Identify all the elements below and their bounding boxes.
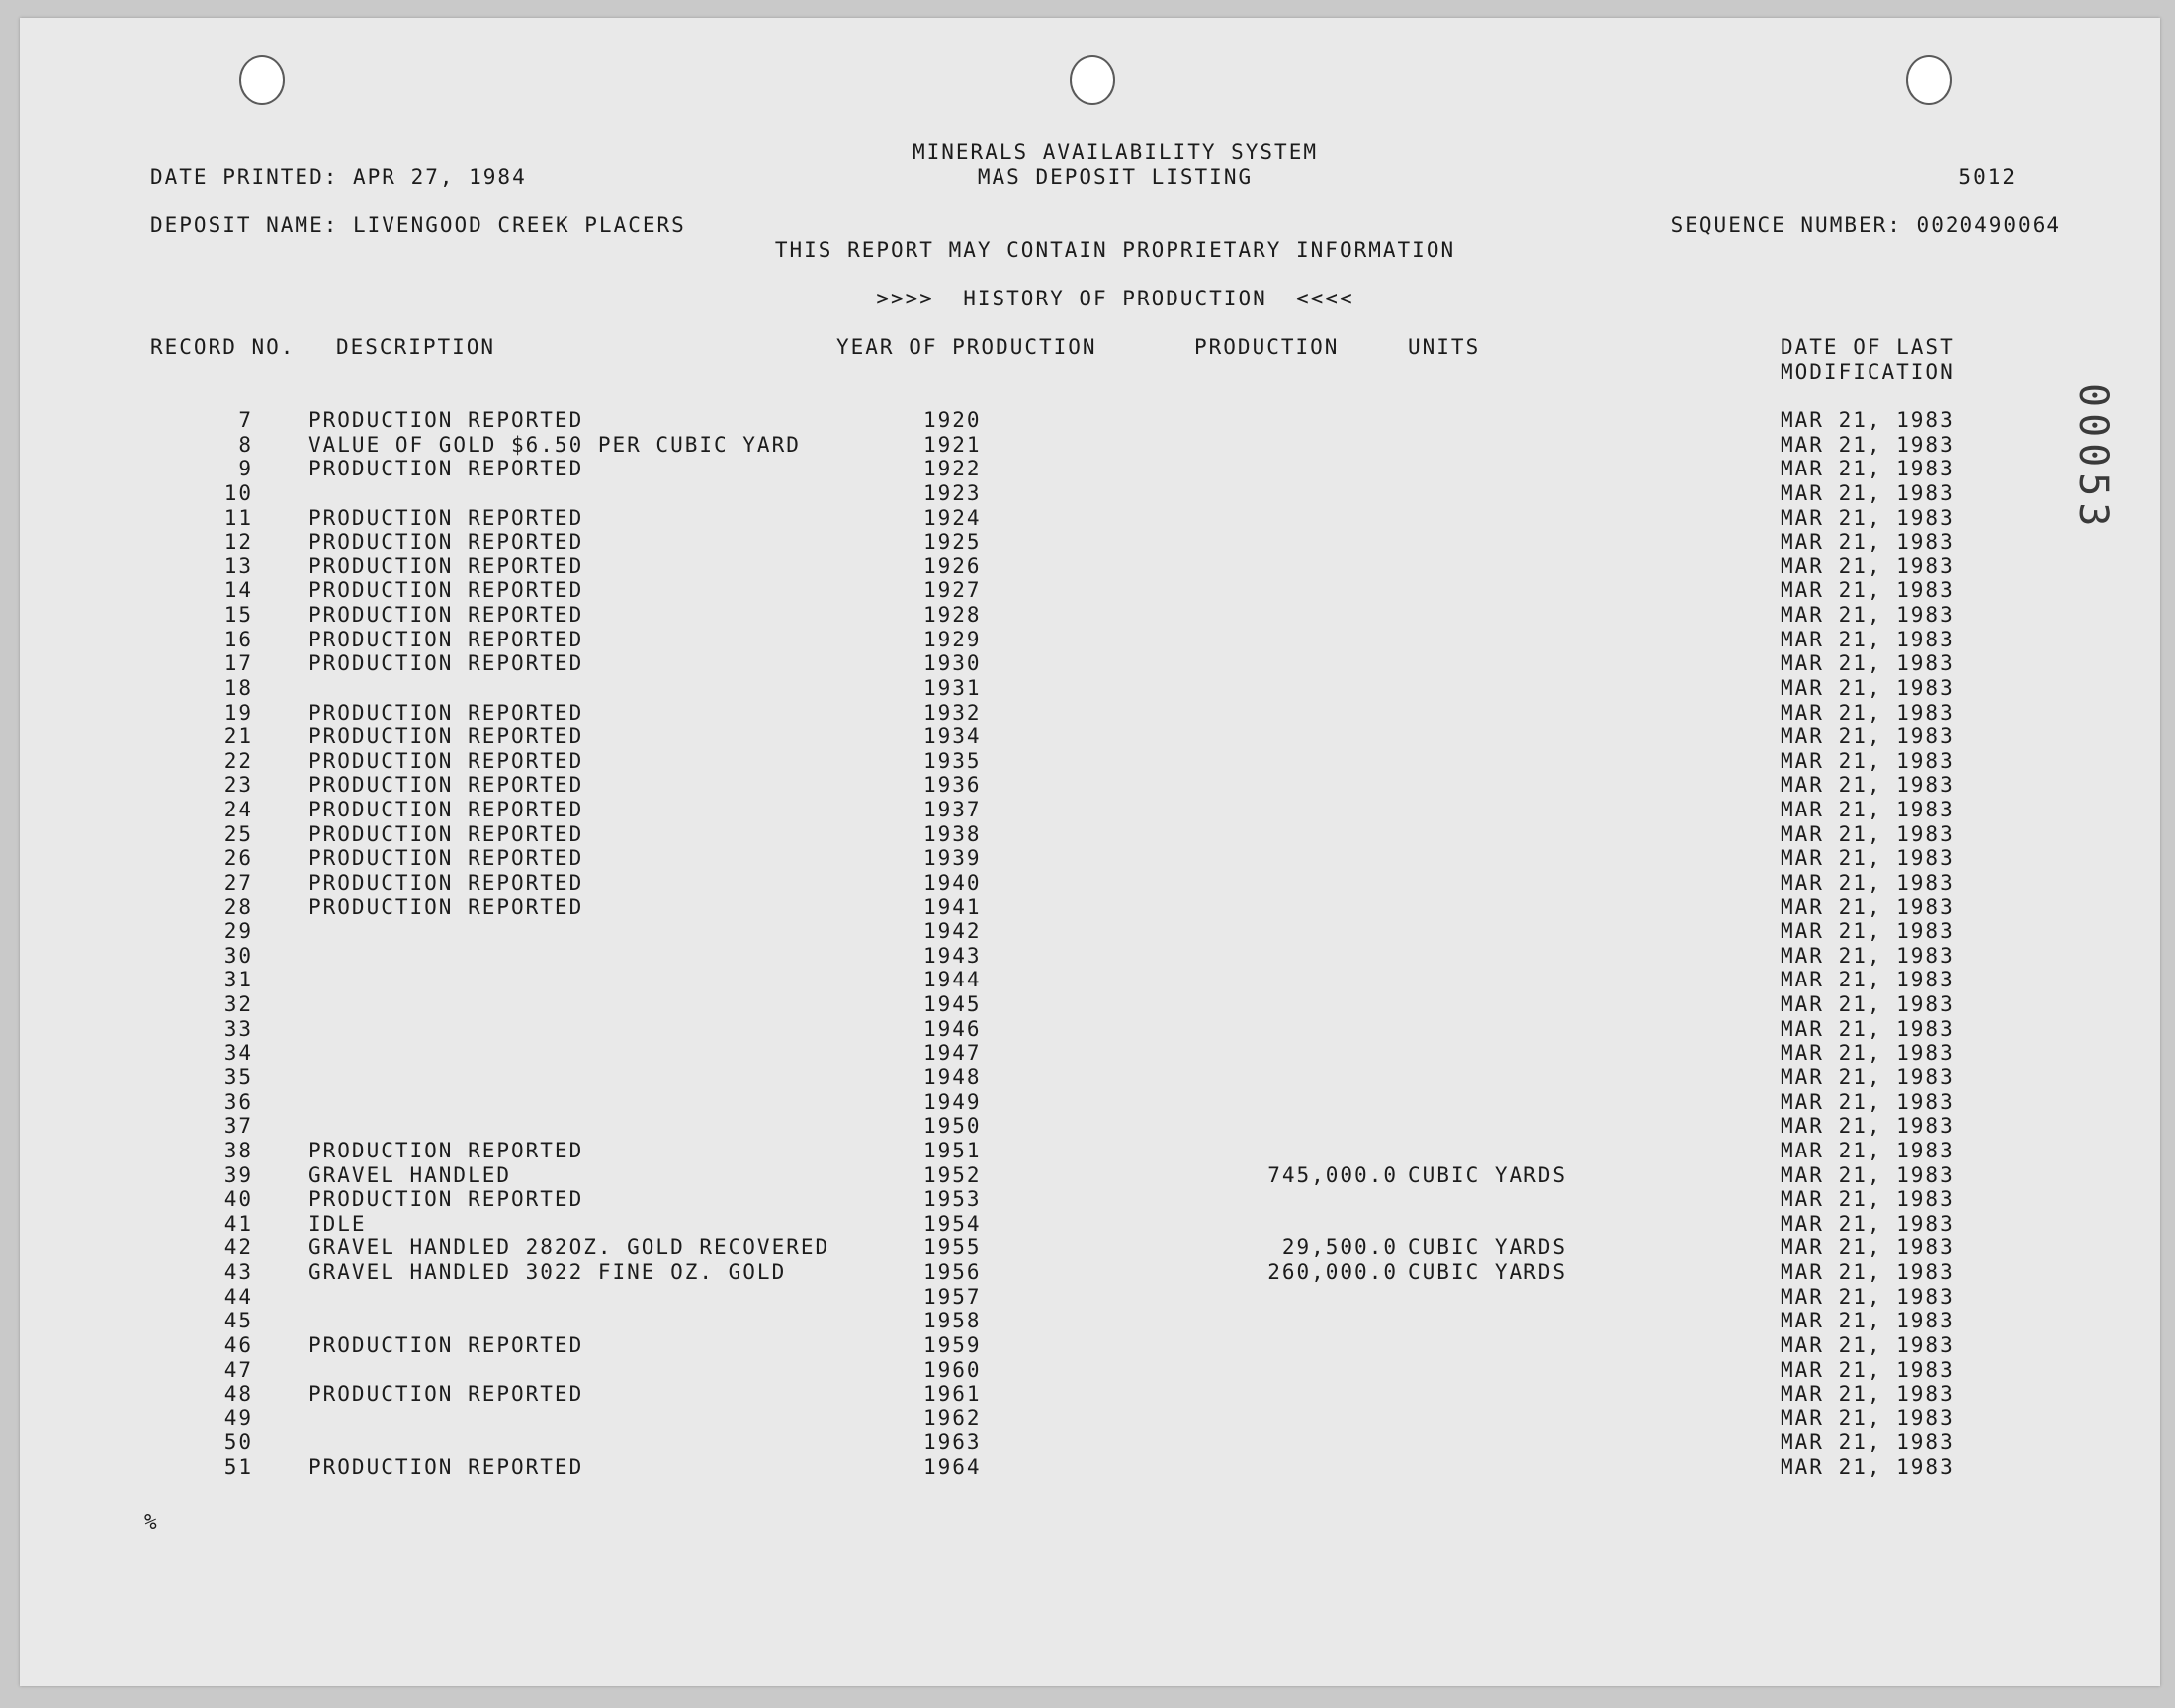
- production-amount: [1186, 481, 1398, 505]
- record-number: 46: [223, 1333, 253, 1357]
- record-number: 50: [223, 1430, 253, 1454]
- production-amount: [1186, 1187, 1398, 1211]
- record-number: 39: [223, 1163, 253, 1187]
- last-modified-date: MAR 21, 1983: [1781, 651, 1955, 675]
- col-header-production: PRODUCTION: [1194, 335, 1340, 359]
- production-amount: [1186, 798, 1398, 821]
- record-description: PRODUCTION REPORTED: [308, 1455, 584, 1479]
- last-modified-date: MAR 21, 1983: [1781, 1382, 1955, 1406]
- production-year: 1945: [923, 992, 982, 1016]
- production-year: 1944: [923, 968, 982, 991]
- record-number: 21: [223, 725, 253, 748]
- production-year: 1948: [923, 1066, 982, 1089]
- section-title: >>>> HISTORY OF PRODUCTION <<<<: [876, 287, 1354, 310]
- last-modified-date: MAR 21, 1983: [1781, 919, 1955, 943]
- record-description: VALUE OF GOLD $6.50 PER CUBIC YARD: [308, 433, 801, 457]
- production-year: 1959: [923, 1333, 982, 1357]
- production-amount: [1186, 1090, 1398, 1114]
- record-number: 38: [223, 1139, 253, 1162]
- production-amount: 745,000.0: [1267, 1163, 1398, 1187]
- production-amount: [1186, 603, 1398, 627]
- production-year: 1961: [923, 1382, 982, 1406]
- proprietary-notice: THIS REPORT MAY CONTAIN PROPRIETARY INFORMATION: [774, 238, 1456, 262]
- production-amount: [1186, 1333, 1398, 1357]
- last-modified-date: MAR 21, 1983: [1781, 1430, 1955, 1454]
- production-year: 1929: [923, 628, 982, 651]
- last-modified-date: MAR 21, 1983: [1781, 1236, 1955, 1259]
- production-year: 1936: [923, 773, 982, 797]
- production-year: 1940: [923, 871, 982, 895]
- production-amount: [1186, 1430, 1398, 1454]
- last-modified-date: MAR 21, 1983: [1781, 628, 1955, 651]
- last-modified-date: MAR 21, 1983: [1781, 530, 1955, 554]
- date-printed: DATE PRINTED: APR 27, 1984: [150, 165, 527, 189]
- production-amount: 260,000.0: [1267, 1260, 1398, 1284]
- production-amount: [1186, 530, 1398, 554]
- record-description: PRODUCTION REPORTED: [308, 555, 584, 578]
- record-description: PRODUCTION REPORTED: [308, 628, 584, 651]
- record-number: 28: [223, 896, 253, 919]
- record-number: 19: [223, 701, 253, 725]
- last-modified-date: MAR 21, 1983: [1781, 1163, 1955, 1187]
- record-number: 35: [223, 1066, 253, 1089]
- production-year: 1946: [923, 1017, 982, 1041]
- production-year: 1952: [923, 1163, 982, 1187]
- record-number: 49: [223, 1407, 253, 1430]
- record-number: 8: [238, 433, 253, 457]
- record-number: 15: [223, 603, 253, 627]
- record-number: 51: [223, 1455, 253, 1479]
- production-year: 1942: [923, 919, 982, 943]
- production-year: 1955: [923, 1236, 982, 1259]
- last-modified-date: MAR 21, 1983: [1781, 1212, 1955, 1236]
- production-amount: [1186, 968, 1398, 991]
- record-number: 14: [223, 578, 253, 602]
- last-modified-date: MAR 21, 1983: [1781, 1333, 1955, 1357]
- record-description: PRODUCTION REPORTED: [308, 1139, 584, 1162]
- col-header-units: UNITS: [1408, 335, 1481, 359]
- record-description: PRODUCTION REPORTED: [308, 725, 584, 748]
- last-modified-date: MAR 21, 1983: [1781, 725, 1955, 748]
- record-number: 26: [223, 846, 253, 870]
- record-description: GRAVEL HANDLED: [308, 1163, 512, 1187]
- production-amount: [1186, 555, 1398, 578]
- production-year: 1950: [923, 1114, 982, 1138]
- record-number: 40: [223, 1187, 253, 1211]
- record-number: 30: [223, 944, 253, 968]
- last-modified-date: MAR 21, 1983: [1781, 1455, 1955, 1479]
- record-description: PRODUCTION REPORTED: [308, 578, 584, 602]
- page-code: 5012: [1958, 165, 2017, 189]
- production-year: 1930: [923, 651, 982, 675]
- production-amount: [1186, 1309, 1398, 1332]
- last-modified-date: MAR 21, 1983: [1781, 871, 1955, 895]
- last-modified-date: MAR 21, 1983: [1781, 1309, 1955, 1332]
- record-description: PRODUCTION REPORTED: [308, 798, 584, 821]
- production-amount: [1186, 1017, 1398, 1041]
- record-number: 47: [223, 1358, 253, 1382]
- record-number: 29: [223, 919, 253, 943]
- record-description: PRODUCTION REPORTED: [308, 603, 584, 627]
- col-header-date-line2: MODIFICATION: [1781, 360, 1955, 384]
- last-modified-date: MAR 21, 1983: [1781, 1285, 1955, 1309]
- last-modified-date: MAR 21, 1983: [1781, 944, 1955, 968]
- production-amount: [1186, 1066, 1398, 1089]
- production-year: 1951: [923, 1139, 982, 1162]
- sequence-number: SEQUENCE NUMBER: 0020490064: [1670, 214, 2061, 237]
- record-description: PRODUCTION REPORTED: [308, 822, 584, 846]
- listing-title: MAS DEPOSIT LISTING: [977, 165, 1254, 189]
- record-description: PRODUCTION REPORTED: [308, 1382, 584, 1406]
- record-description: PRODUCTION REPORTED: [308, 1187, 584, 1211]
- last-modified-date: MAR 21, 1983: [1781, 822, 1955, 846]
- record-number: 32: [223, 992, 253, 1016]
- record-number: 45: [223, 1309, 253, 1332]
- production-amount: [1186, 1358, 1398, 1382]
- production-year: 1928: [923, 603, 982, 627]
- production-year: 1939: [923, 846, 982, 870]
- record-description: PRODUCTION REPORTED: [308, 896, 584, 919]
- production-units: CUBIC YARDS: [1408, 1260, 1568, 1284]
- record-number: 12: [223, 530, 253, 554]
- last-modified-date: MAR 21, 1983: [1781, 1187, 1955, 1211]
- system-title: MINERALS AVAILABILITY SYSTEM: [912, 140, 1318, 164]
- record-number: 44: [223, 1285, 253, 1309]
- record-number: 9: [238, 457, 253, 480]
- record-number: 48: [223, 1382, 253, 1406]
- record-number: 24: [223, 798, 253, 821]
- production-year: 1943: [923, 944, 982, 968]
- production-year: 1953: [923, 1187, 982, 1211]
- production-year: 1958: [923, 1309, 982, 1332]
- production-amount: [1186, 408, 1398, 432]
- record-number: 43: [223, 1260, 253, 1284]
- record-description: PRODUCTION REPORTED: [308, 408, 584, 432]
- margin-stamp: 00053: [2070, 384, 2116, 533]
- record-description: PRODUCTION REPORTED: [308, 701, 584, 725]
- last-modified-date: MAR 21, 1983: [1781, 481, 1955, 505]
- production-year: 1923: [923, 481, 982, 505]
- production-amount: [1186, 896, 1398, 919]
- production-amount: [1186, 725, 1398, 748]
- last-modified-date: MAR 21, 1983: [1781, 749, 1955, 773]
- production-amount: [1186, 822, 1398, 846]
- deposit-name: DEPOSIT NAME: LIVENGOOD CREEK PLACERS: [150, 214, 686, 237]
- production-amount: [1186, 1382, 1398, 1406]
- production-year: 1921: [923, 433, 982, 457]
- last-modified-date: MAR 21, 1983: [1781, 1017, 1955, 1041]
- last-modified-date: MAR 21, 1983: [1781, 1260, 1955, 1284]
- production-year: 1954: [923, 1212, 982, 1236]
- last-modified-date: MAR 21, 1983: [1781, 1041, 1955, 1065]
- last-modified-date: MAR 21, 1983: [1781, 433, 1955, 457]
- last-modified-date: MAR 21, 1983: [1781, 992, 1955, 1016]
- production-amount: [1186, 701, 1398, 725]
- production-year: 1938: [923, 822, 982, 846]
- production-units: CUBIC YARDS: [1408, 1163, 1568, 1187]
- last-modified-date: MAR 21, 1983: [1781, 408, 1955, 432]
- record-number: 11: [223, 506, 253, 530]
- production-year: 1931: [923, 676, 982, 700]
- last-modified-date: MAR 21, 1983: [1781, 1066, 1955, 1089]
- production-amount: [1186, 919, 1398, 943]
- production-year: 1932: [923, 701, 982, 725]
- record-description: IDLE: [308, 1212, 367, 1236]
- last-modified-date: MAR 21, 1983: [1781, 1358, 1955, 1382]
- record-description: PRODUCTION REPORTED: [308, 773, 584, 797]
- production-year: 1960: [923, 1358, 982, 1382]
- production-amount: [1186, 433, 1398, 457]
- production-amount: [1186, 578, 1398, 602]
- record-number: 36: [223, 1090, 253, 1114]
- col-header-date-line1: DATE OF LAST: [1781, 335, 1955, 359]
- last-modified-date: MAR 21, 1983: [1781, 555, 1955, 578]
- last-modified-date: MAR 21, 1983: [1781, 603, 1955, 627]
- production-amount: [1186, 1455, 1398, 1479]
- record-number: 17: [223, 651, 253, 675]
- production-year: 1935: [923, 749, 982, 773]
- production-year: 1964: [923, 1455, 982, 1479]
- production-amount: [1186, 1041, 1398, 1065]
- last-modified-date: MAR 21, 1983: [1781, 773, 1955, 797]
- record-number: 16: [223, 628, 253, 651]
- last-modified-date: MAR 21, 1983: [1781, 846, 1955, 870]
- last-modified-date: MAR 21, 1983: [1781, 1090, 1955, 1114]
- production-amount: [1186, 1212, 1398, 1236]
- production-year: 1924: [923, 506, 982, 530]
- production-year: 1962: [923, 1407, 982, 1430]
- production-year: 1956: [923, 1260, 982, 1284]
- last-modified-date: MAR 21, 1983: [1781, 1139, 1955, 1162]
- production-amount: [1186, 944, 1398, 968]
- col-header-year: YEAR OF PRODUCTION: [836, 335, 1097, 359]
- record-number: 13: [223, 555, 253, 578]
- production-amount: [1186, 651, 1398, 675]
- production-amount: [1186, 628, 1398, 651]
- last-modified-date: MAR 21, 1983: [1781, 701, 1955, 725]
- production-year: 1949: [923, 1090, 982, 1114]
- record-description: PRODUCTION REPORTED: [308, 506, 584, 530]
- record-description: PRODUCTION REPORTED: [308, 457, 584, 480]
- record-description: PRODUCTION REPORTED: [308, 530, 584, 554]
- last-modified-date: MAR 21, 1983: [1781, 1407, 1955, 1430]
- production-amount: 29,500.0: [1281, 1236, 1398, 1259]
- record-number: 31: [223, 968, 253, 991]
- last-modified-date: MAR 21, 1983: [1781, 457, 1955, 480]
- punch-hole-left: [239, 55, 285, 105]
- production-year: 1957: [923, 1285, 982, 1309]
- record-number: 27: [223, 871, 253, 895]
- production-year: 1947: [923, 1041, 982, 1065]
- col-header-record-no: RECORD NO.: [150, 335, 296, 359]
- production-year: 1925: [923, 530, 982, 554]
- punch-hole-right: [1906, 55, 1952, 105]
- record-description: GRAVEL HANDLED 3022 FINE OZ. GOLD: [308, 1260, 787, 1284]
- production-amount: [1186, 871, 1398, 895]
- production-amount: [1186, 773, 1398, 797]
- punch-hole-center: [1070, 55, 1115, 105]
- production-amount: [1186, 1139, 1398, 1162]
- production-year: 1937: [923, 798, 982, 821]
- production-amount: [1186, 1407, 1398, 1430]
- production-amount: [1186, 506, 1398, 530]
- last-modified-date: MAR 21, 1983: [1781, 896, 1955, 919]
- production-year: 1934: [923, 725, 982, 748]
- last-modified-date: MAR 21, 1983: [1781, 676, 1955, 700]
- last-modified-date: MAR 21, 1983: [1781, 968, 1955, 991]
- production-units: CUBIC YARDS: [1408, 1236, 1568, 1259]
- production-amount: [1186, 1285, 1398, 1309]
- record-number: 41: [223, 1212, 253, 1236]
- production-amount: [1186, 749, 1398, 773]
- record-description: PRODUCTION REPORTED: [308, 846, 584, 870]
- report-page: [20, 18, 2160, 1686]
- production-amount: [1186, 846, 1398, 870]
- footer-percent-mark: %: [144, 1510, 159, 1534]
- production-amount: [1186, 1114, 1398, 1138]
- record-description: GRAVEL HANDLED 282OZ. GOLD RECOVERED: [308, 1236, 830, 1259]
- record-description: PRODUCTION REPORTED: [308, 871, 584, 895]
- last-modified-date: MAR 21, 1983: [1781, 1114, 1955, 1138]
- production-year: 1927: [923, 578, 982, 602]
- record-number: 33: [223, 1017, 253, 1041]
- production-year: 1963: [923, 1430, 982, 1454]
- last-modified-date: MAR 21, 1983: [1781, 578, 1955, 602]
- production-amount: [1186, 992, 1398, 1016]
- production-amount: [1186, 457, 1398, 480]
- production-year: 1920: [923, 408, 982, 432]
- last-modified-date: MAR 21, 1983: [1781, 506, 1955, 530]
- record-number: 25: [223, 822, 253, 846]
- col-header-description: DESCRIPTION: [336, 335, 496, 359]
- last-modified-date: MAR 21, 1983: [1781, 798, 1955, 821]
- record-number: 37: [223, 1114, 253, 1138]
- record-description: PRODUCTION REPORTED: [308, 651, 584, 675]
- production-amount: [1186, 676, 1398, 700]
- production-year: 1941: [923, 896, 982, 919]
- record-number: 7: [238, 408, 253, 432]
- production-year: 1926: [923, 555, 982, 578]
- record-number: 42: [223, 1236, 253, 1259]
- record-number: 22: [223, 749, 253, 773]
- record-number: 18: [223, 676, 253, 700]
- record-description: PRODUCTION REPORTED: [308, 749, 584, 773]
- record-description: PRODUCTION REPORTED: [308, 1333, 584, 1357]
- record-number: 10: [223, 481, 253, 505]
- record-number: 23: [223, 773, 253, 797]
- record-number: 34: [223, 1041, 253, 1065]
- production-year: 1922: [923, 457, 982, 480]
